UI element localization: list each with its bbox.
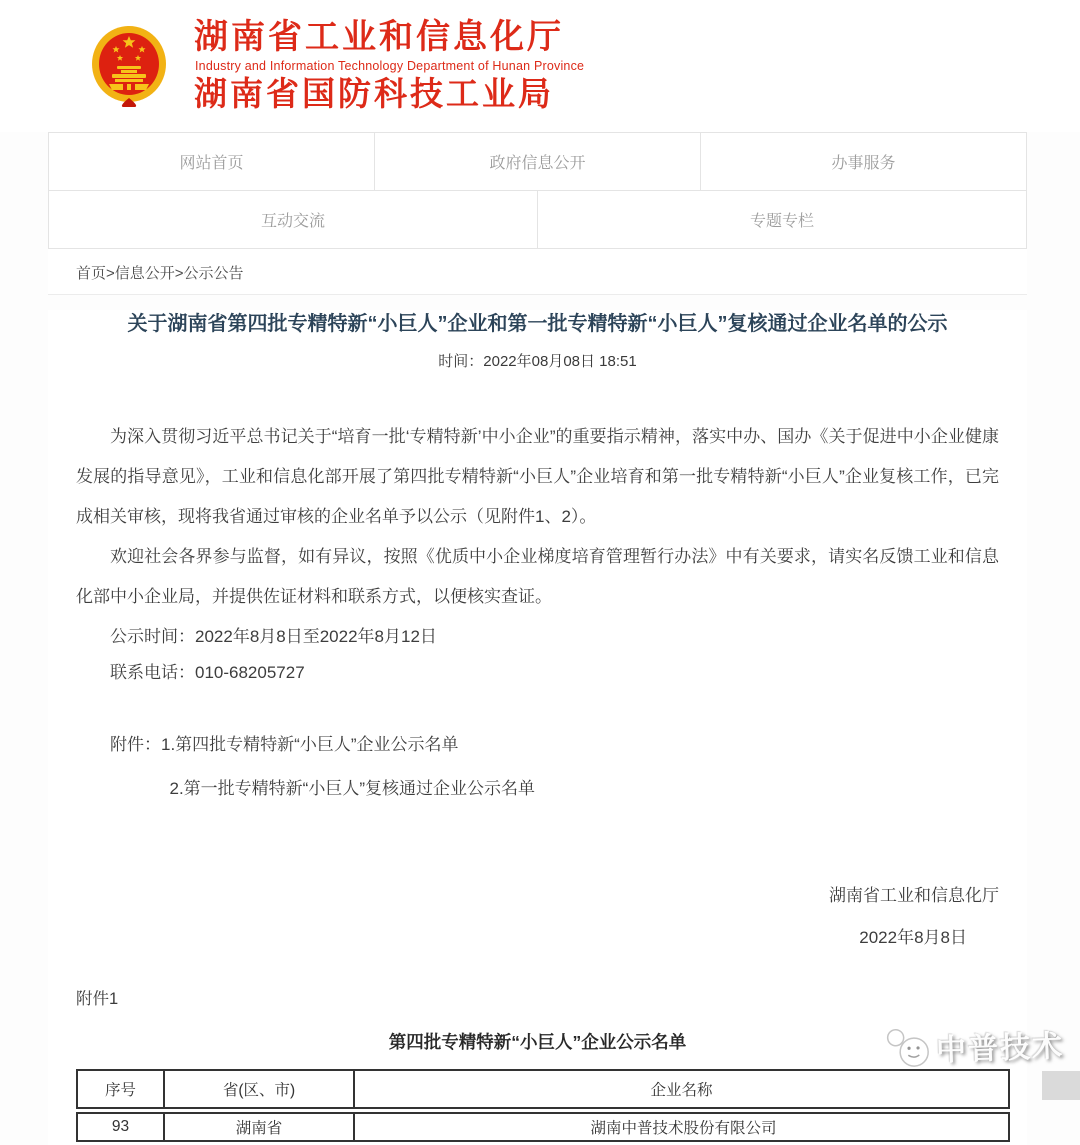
roster-table [76, 1066, 1010, 1145]
publish-time: 时间：2022年08月08日 18:51 [438, 353, 637, 370]
nav-row-1 [49, 133, 1026, 190]
roster-table-title: 第四批专精特新“小巨人”企业公示名单 [388, 1032, 687, 1052]
paragraph-2: 欢迎社会各界参与监督，如有异议，按照《优质中小企业梯度培育管理暂行办法》中有关要求，请实名反馈工业和信息化部中小企业局，并提供佐证材料和联系方式，以便核实查证。 [76, 547, 999, 606]
breadcrumb[interactable]: 首页>信息公开>公示公告 [48, 249, 1027, 295]
nav-item-services[interactable]: 办事服务 [700, 133, 1026, 190]
header-serial: 序号 [76, 1069, 164, 1109]
paragraph-1: 为深入贯彻习近平总书记关于“培育一批‘专精特新’中小企业”的重要指示精神，落实中办、国办《关于促进中小企业健康发展的指导意见》，工业和信息化部开展了第四批专精特新“小巨人”企业培育和第一批专精特新“小巨人”企业复核工作，已完成相关审核，现将我省通过审核的企业名单予以公示（见附件1、2）。 [76, 427, 999, 526]
org-title-block [194, 19, 584, 112]
article-content [48, 310, 1027, 1145]
watermark-text: 中普技术 [935, 1029, 1065, 1068]
nav-item-interaction[interactable]: 互动交流 [260, 213, 325, 230]
national-emblem-icon [90, 24, 168, 108]
bottom-right-gray-block [1042, 1071, 1080, 1100]
contact-phone: 联系电话：010-68205727 [110, 663, 305, 682]
cell-serial: 93 [76, 1112, 164, 1142]
page-title: 关于湖南省第四批专精特新“小巨人”企业和第一批专精特新“小巨人”复核通过企业名单的公示 [127, 313, 948, 335]
cell-company: 湖南中普技术股份有限公司 [354, 1112, 1010, 1142]
signature-block [76, 875, 999, 959]
table-header-row [76, 1069, 1010, 1109]
main-nav [48, 132, 1027, 249]
header-province: 省(区、市) [164, 1069, 354, 1109]
nav-item-gov-info[interactable]: 政府信息公开 [374, 133, 700, 190]
appendix-label: 附件1 [76, 990, 119, 1008]
table-row [76, 1112, 1010, 1142]
cell-province: 湖南省 [164, 1112, 354, 1142]
attachment-item-1: 附件：1.第四批专精特新“小巨人”企业公示名单 [110, 735, 459, 754]
org-name-cn-1: 湖南省工业和信息化厅 [194, 18, 564, 57]
org-name-en: Industry and Information Technology Department of Hunan Province [195, 58, 585, 73]
nav-item-home[interactable]: 网站首页 [179, 155, 244, 172]
org-name-cn-2: 湖南省国防科技工业局 [194, 74, 554, 112]
header-company: 企业名称 [354, 1069, 1010, 1109]
nav-item-topics[interactable]: 专题专栏 [537, 191, 1026, 248]
site-header [0, 0, 1080, 132]
attachments [76, 723, 999, 811]
nav-row-2 [49, 190, 1026, 248]
attachment-item-2: 2.第一批专精特新“小巨人”复核通过企业公示名单 [169, 779, 535, 798]
publicity-period: 公示时间：2022年8月8日至2022年8月12日 [110, 627, 437, 646]
signature-org: 湖南省工业和信息化厅 [829, 886, 999, 905]
signature-date: 2022年8月8日 [859, 928, 967, 947]
article-body [76, 417, 999, 617]
